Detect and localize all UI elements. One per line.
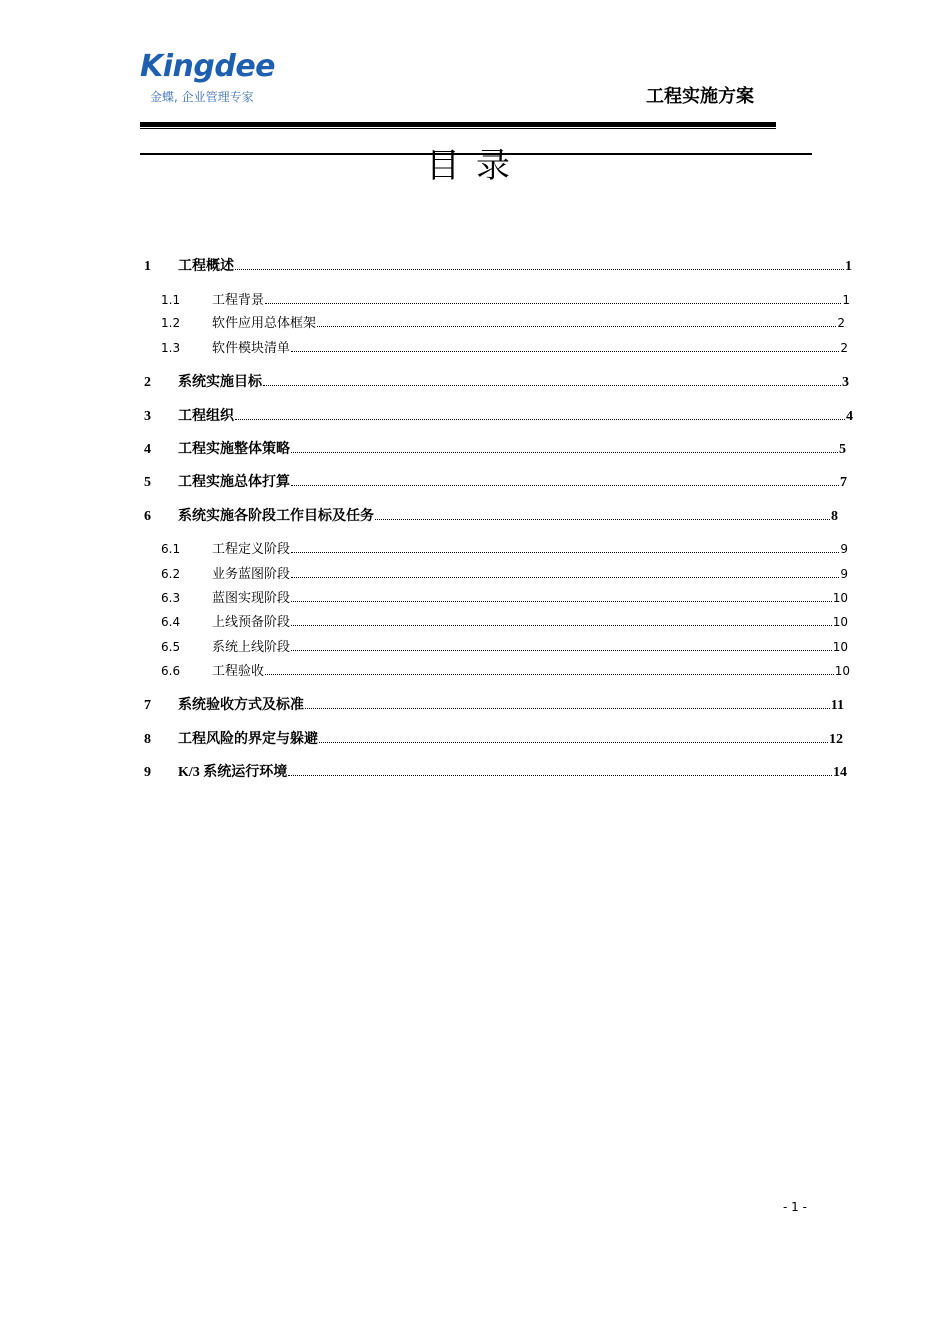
- toc-entry-title: 软件模块清单: [212, 340, 291, 355]
- toc-heading: 目录: [426, 146, 526, 186]
- toc-dot-leader: [291, 472, 839, 486]
- toc-dot-leader: [291, 439, 838, 453]
- toc-entry-title: 上线预备阶段: [212, 614, 291, 629]
- toc-entry-title: 工程定义阶段: [212, 541, 291, 556]
- toc-dot-leader: [291, 339, 839, 352]
- toc-entry[interactable]: [161, 612, 848, 632]
- toc-dot-leader: [235, 406, 845, 420]
- toc-entry-page: 8: [831, 509, 838, 524]
- toc-entry-number: 7: [144, 698, 151, 713]
- toc-dot-leader: [291, 638, 832, 651]
- toc-entry-title: 系统验收方式及标准: [178, 698, 304, 713]
- toc-entry[interactable]: [144, 472, 847, 492]
- toc-entry[interactable]: [144, 372, 849, 392]
- toc-entry-page: 2: [840, 341, 848, 355]
- toc-dot-leader: [263, 372, 841, 386]
- toc-dot-leader: [317, 314, 836, 327]
- toc-entry-page: 10: [832, 615, 848, 629]
- toc-entry[interactable]: [144, 406, 853, 426]
- toc-entry-title: 工程背景: [212, 292, 265, 307]
- toc-entry-number: 9: [144, 765, 151, 780]
- toc-dot-leader: [265, 291, 841, 304]
- toc-entry-page: 7: [840, 475, 847, 490]
- document-title: 工程实施方案: [646, 86, 754, 107]
- toc-dot-leader: [305, 695, 830, 709]
- toc-entry-number: 6.1: [161, 542, 181, 556]
- toc-entry-page: 14: [833, 765, 847, 780]
- toc-entry[interactable]: [144, 439, 846, 459]
- kingdee-logo: Kingdee: [140, 49, 276, 84]
- toc-entry-number: 8: [144, 732, 151, 747]
- toc-entry-title: 软件应用总体框架: [212, 315, 317, 330]
- toc-entry[interactable]: [161, 588, 848, 608]
- toc-entry[interactable]: [161, 338, 848, 358]
- toc-entry-title: 蓝图实现阶段: [212, 590, 291, 605]
- toc-entry-page: 4: [846, 409, 853, 424]
- toc-entry-page: 3: [842, 375, 849, 390]
- toc-entry[interactable]: [144, 256, 852, 276]
- toc-entry-number: 6.4: [161, 615, 181, 629]
- toc-entry-number: 6: [144, 509, 151, 524]
- toc-entry-title: 工程概述: [178, 259, 234, 274]
- toc-entry-page: 5: [839, 442, 846, 457]
- toc-entry[interactable]: [161, 539, 848, 559]
- toc-entry-number: 1.2: [161, 316, 181, 330]
- toc-entry[interactable]: [161, 313, 845, 333]
- toc-dot-leader: [235, 256, 844, 270]
- toc-entry-number: 6.3: [161, 591, 181, 605]
- page-header: [140, 48, 776, 130]
- header-rule-thick: [140, 122, 776, 127]
- toc-entry-title: 工程实施总体打算: [178, 475, 290, 490]
- toc-dot-leader: [291, 589, 832, 602]
- toc-entry[interactable]: [144, 506, 838, 526]
- toc-entry-title: 工程验收: [212, 663, 265, 678]
- toc-entry-number: 3: [144, 409, 151, 424]
- toc-entry-number: 2: [144, 375, 151, 390]
- toc-entry-page: 1: [845, 259, 852, 274]
- toc-entry-title: K/3 系统运行环境: [178, 765, 288, 780]
- toc-entry-title: 工程实施整体策略: [178, 442, 290, 457]
- toc-entry-page: 10: [832, 640, 848, 654]
- header-rule-thin: [140, 128, 776, 129]
- toc-entry-number: 5: [144, 475, 151, 490]
- logo-tagline: 金蝶, 企业管理专家: [150, 90, 254, 104]
- toc-entry-page: 10: [832, 591, 848, 605]
- toc-entry-page: 12: [829, 732, 843, 747]
- toc-entry-page: 9: [840, 567, 848, 581]
- toc-dot-leader: [291, 565, 839, 578]
- toc-entry-title: 系统上线阶段: [212, 639, 291, 654]
- toc-entry-number: 1.3: [161, 341, 181, 355]
- toc-entry[interactable]: [144, 762, 847, 782]
- toc-entry-number: 4: [144, 442, 151, 457]
- toc-entry-page: 10: [834, 664, 850, 678]
- toc-entry-number: 1: [144, 259, 151, 274]
- toc-entry[interactable]: [144, 729, 843, 749]
- toc-entry-title: 工程组织: [178, 409, 234, 424]
- toc-entry-page: 11: [830, 698, 844, 713]
- toc-entry-number: 6.5: [161, 640, 181, 654]
- toc-entry-title: 系统实施各阶段工作目标及任务: [178, 509, 374, 524]
- toc-entry-title: 系统实施目标: [178, 375, 262, 390]
- toc-entry[interactable]: [161, 290, 850, 310]
- toc-entry[interactable]: [161, 661, 850, 681]
- toc-entry-title: 工程风险的界定与躲避: [178, 732, 318, 747]
- toc-dot-leader: [319, 729, 828, 743]
- toc-entry[interactable]: [161, 637, 848, 657]
- toc-entry-page: 1: [842, 293, 850, 307]
- toc-entry[interactable]: [144, 695, 844, 715]
- toc-entry-page: 9: [840, 542, 848, 556]
- toc-entry-number: 6.6: [161, 664, 181, 678]
- toc-entry-page: 2: [837, 316, 845, 330]
- toc-dot-leader: [291, 613, 832, 626]
- toc-entry-number: 6.2: [161, 567, 181, 581]
- toc-entry-title: 业务蓝图阶段: [212, 566, 291, 581]
- toc-entry[interactable]: [161, 564, 848, 584]
- page-number: - 1 -: [783, 1200, 807, 1214]
- toc-dot-leader: [291, 540, 839, 553]
- toc-dot-leader: [288, 762, 832, 776]
- toc-entry-number: 1.1: [161, 293, 181, 307]
- toc-dot-leader: [265, 662, 834, 675]
- toc-dot-leader: [375, 506, 830, 520]
